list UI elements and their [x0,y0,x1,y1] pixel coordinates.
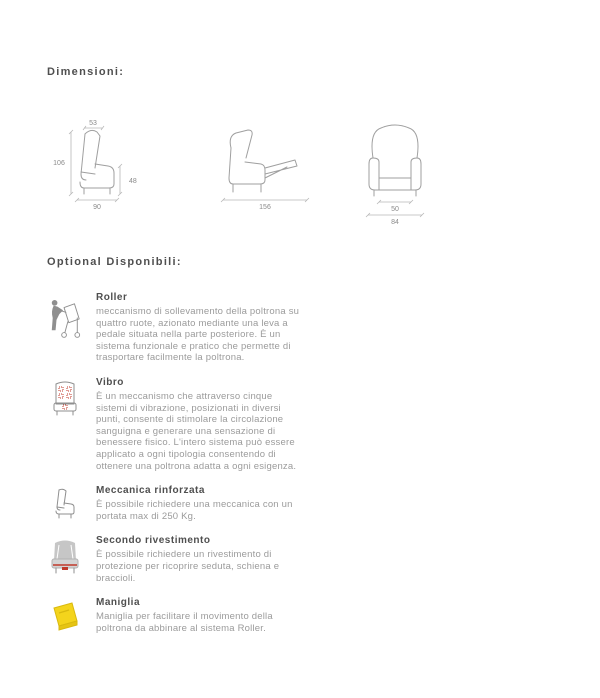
optional-item-vibro [47,377,560,472]
optional-name: Roller [96,292,128,303]
maniglia-icon-cell [47,597,83,634]
optional-description: Maniglia per facilitare il movimento della poltrona da abbinare al sistema Roller. [96,611,273,634]
rivestimento-text [96,535,306,584]
dimension-diagrams [47,118,560,228]
chair-front-view-diagram [359,118,431,228]
front-seat [375,178,415,190]
optional-description: È possibile richiedere un rivestimento di protezione per ricoprire seduta, schiena e braccioli. [96,549,280,584]
dim-line-left [69,130,73,196]
chair-arm [80,164,114,188]
optionals-title: Optional Disponibili: [47,256,182,268]
vibro-text [96,377,306,472]
optional-name: Vibro [96,376,124,388]
dim-height-label: 106 [53,160,65,167]
chair-reclined-view-diagram [195,118,315,210]
chair-legs [84,188,110,194]
dimensions-title: Dimensioni: [47,66,125,78]
optional-description: meccanismo di sollevamento della poltrona su quattro ruote, azionato mediante una leva a pedale situata nella parte posteriore. È un sistema funzionale e pratico che permette di trasportare facilmente la poltrona. [96,306,300,364]
dim-depth-label: 90 [93,204,101,210]
vibro-icon-cell [47,377,83,472]
reinforced-mechanism-chair-icon [52,487,78,519]
vibration-chair-icon [52,379,78,417]
dim-backrest-depth-label: 53 [89,120,97,127]
dim-total-width-label: 84 [391,219,399,226]
second-cover-chair-icon [50,537,80,575]
chair-outline [85,130,100,168]
dim-line-reclined-bottom [221,198,309,202]
meccanica-text [96,485,306,522]
roller-icon-cell [47,292,83,364]
chair-side-view-diagram [47,118,151,210]
dim-line-bottom [75,198,119,202]
roller-text [96,292,306,364]
front-right-arm [411,158,421,190]
recliner-footrest [265,160,297,178]
dim-line-seat-width [377,200,413,204]
optional-name: Meccanica rinforzata [96,485,205,497]
optionals-list [47,292,560,634]
optional-name: Maniglia [96,597,141,609]
optional-item-meccanica-rinforzata [47,485,560,522]
optional-description: È un meccanismo che attraverso cinque sistemi di vibrazione, posizionati in diversi punti, consente di stimolare la circolazione sanguigna e generare una sensazione di benessere fisico. L'intero sistema può essere applicato a ogni tipologia consentendo di ottenere una poltrona adatta a ogni esigenza. [96,390,297,472]
front-backrest [372,125,418,158]
optional-item-maniglia [47,597,560,634]
dim-seat-width-label: 50 [391,206,399,213]
optional-item-roller [47,292,560,364]
optional-name: Secondo rivestimento [96,535,211,547]
recliner-back [230,130,252,158]
dim-total-depth-label: 156 [259,204,271,210]
front-legs [374,190,416,196]
front-left-arm [369,158,379,190]
person-pushing-chair-icon [48,294,82,340]
meccanica-icon-cell [47,485,83,522]
yellow-handle-icon [50,599,80,631]
chair-seat-line [81,172,95,174]
recliner-legs [233,184,261,192]
rivestimento-icon-cell [47,535,83,584]
optional-item-secondo-rivestimento [47,535,560,584]
dim-line-right [118,164,122,196]
dim-seat-height-label: 48 [129,178,137,185]
optional-description: È possibile richiedere una meccanica con un portata max di 250 Kg. [96,499,293,522]
maniglia-text [96,597,306,634]
dim-line-total-width [366,213,424,217]
